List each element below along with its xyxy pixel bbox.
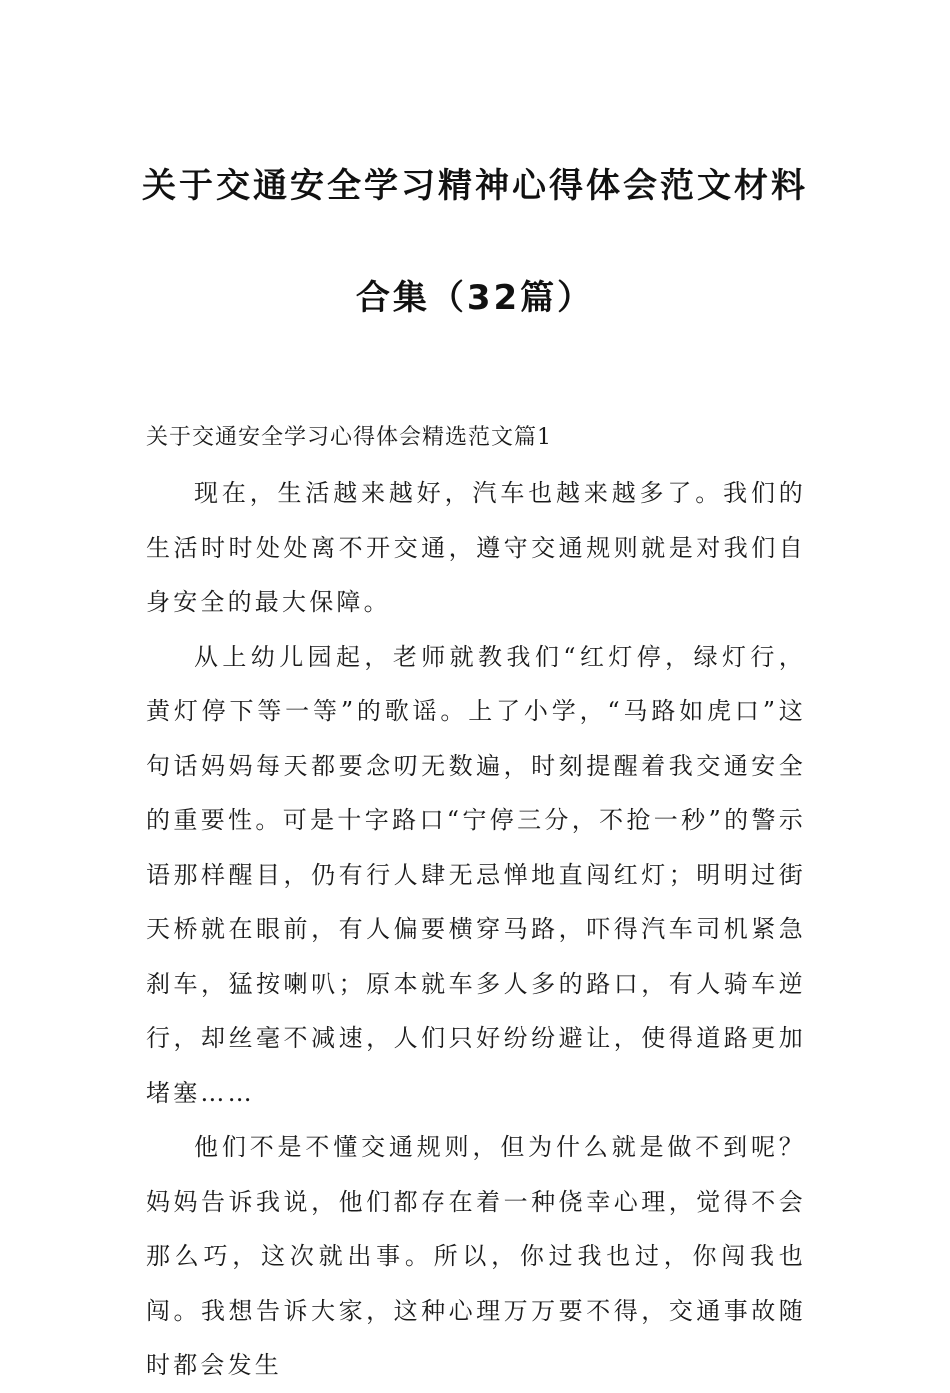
paragraph-1: 现在，生活越来越好，汽车也越来越多了。我们的生活时时处处离不开交通，遵守交通规则就是对我们自身安全的最大保障。 <box>146 479 806 616</box>
body-text <box>146 466 806 1393</box>
paragraph-2: 从上幼儿园起，老师就教我们“红灯停，绿灯行，黄灯停下等一等”的歌谣。上了小学，“马路如虎口”这句话妈妈每天都要念叨无数遍，时刻提醒着我交通安全的重要性。可是十字路口“宁停三分，不抢一秒”的警示语那样醒目，仍有行人肆无忌惮地直闯红灯；明明过街天桥就在眼前，有人偏要横穿马路，吓得汽车司机紧急刹车，猛按喇叭；原本就车多人多的路口，有人骑车逆行，却丝毫不减速，人们只好纷纷避让，使得道路更加堵塞…… <box>146 642 806 1107</box>
paragraph-3: 他们不是不懂交通规则，但为什么就是做不到呢？妈妈告诉我说，他们都存在着一种侥幸心理，觉得不会那么巧，这次就出事。所以，你过我也过，你闯我也闯。我想告诉大家，这种心理万万要不得，交通事故随时都会发生 <box>146 1133 806 1379</box>
document-title-line1: 关于交通安全学习精神心得体会范文材料 <box>142 166 808 206</box>
document-title-line2: 合集（32篇） <box>355 278 595 318</box>
section-heading: 关于交通安全学习心得体会精选范文篇1 <box>146 425 552 450</box>
